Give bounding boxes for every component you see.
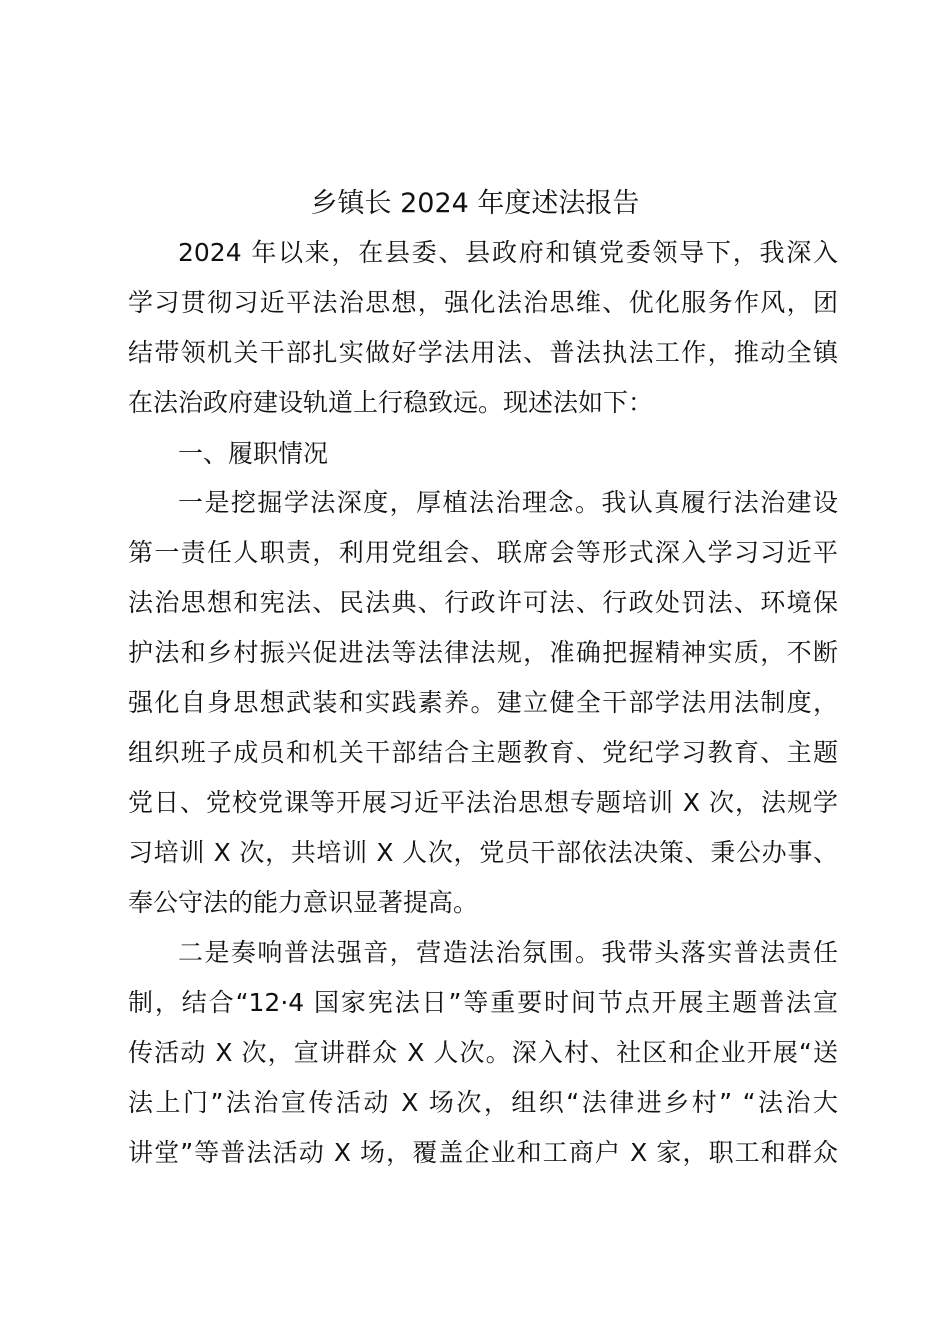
paragraph-line: 习培训 X 次，共培训 X 人次，党员干部依法决策、秉公办事、 bbox=[128, 838, 838, 867]
paragraph-line: 第一责任人职责，利用党组会、联席会等形式深入学习习近平 bbox=[128, 538, 838, 567]
paragraph-line: 讲堂”等普法活动 X 场，覆盖企业和工商户 X 家，职工和群众 bbox=[128, 1138, 838, 1167]
paragraph-line: 在法治政府建设轨道上行稳致远。现述法如下： bbox=[128, 388, 654, 417]
paragraph-line: 法上门”法治宣传活动 X 场次，组织“法律进乡村” “法治大 bbox=[128, 1088, 838, 1117]
paragraph-line: 党日、党校党课等开展习近平法治思想专题培训 X 次，法规学 bbox=[128, 788, 838, 817]
paragraph-line: 结带领机关干部扎实做好学法用法、普法执法工作，推动全镇 bbox=[128, 338, 838, 367]
paragraph-line: 强化自身思想武装和实践素养。建立健全干部学法用法制度， bbox=[128, 688, 838, 717]
paragraph-line: 护法和乡村振兴促进法等法律法规，准确把握精神实质，不断 bbox=[128, 638, 838, 667]
paragraph-line: 法治思想和宪法、民法典、行政许可法、行政处罚法、环境保 bbox=[128, 588, 838, 617]
section-heading: 一、履职情况 bbox=[178, 439, 329, 468]
paragraph-line: 一是挖掘学法深度，厚植法治理念。我认真履行法治建设 bbox=[178, 488, 838, 517]
paragraph-line: 奉公守法的能力意识显著提高。 bbox=[128, 888, 479, 917]
paragraph-line: 传活动 X 次，宣讲群众 X 人次。深入村、社区和企业开展“送 bbox=[128, 1038, 838, 1067]
document-title: 乡镇长 2024 年度述法报告 bbox=[310, 188, 640, 219]
paragraph-line: 二是奏响普法强音，营造法治氛围。我带头落实普法责任 bbox=[178, 938, 838, 967]
paragraph-line: 学习贯彻习近平法治思想，强化法治思维、优化服务作风，团 bbox=[128, 288, 838, 317]
paragraph-line: 组织班子成员和机关干部结合主题教育、党纪学习教育、主题 bbox=[128, 738, 838, 767]
paragraph-line: 制，结合“12·4 国家宪法日”等重要时间节点开展主题普法宣 bbox=[128, 988, 838, 1017]
paragraph-line: 2024 年以来，在县委、县政府和镇党委领导下，我深入 bbox=[178, 238, 838, 267]
